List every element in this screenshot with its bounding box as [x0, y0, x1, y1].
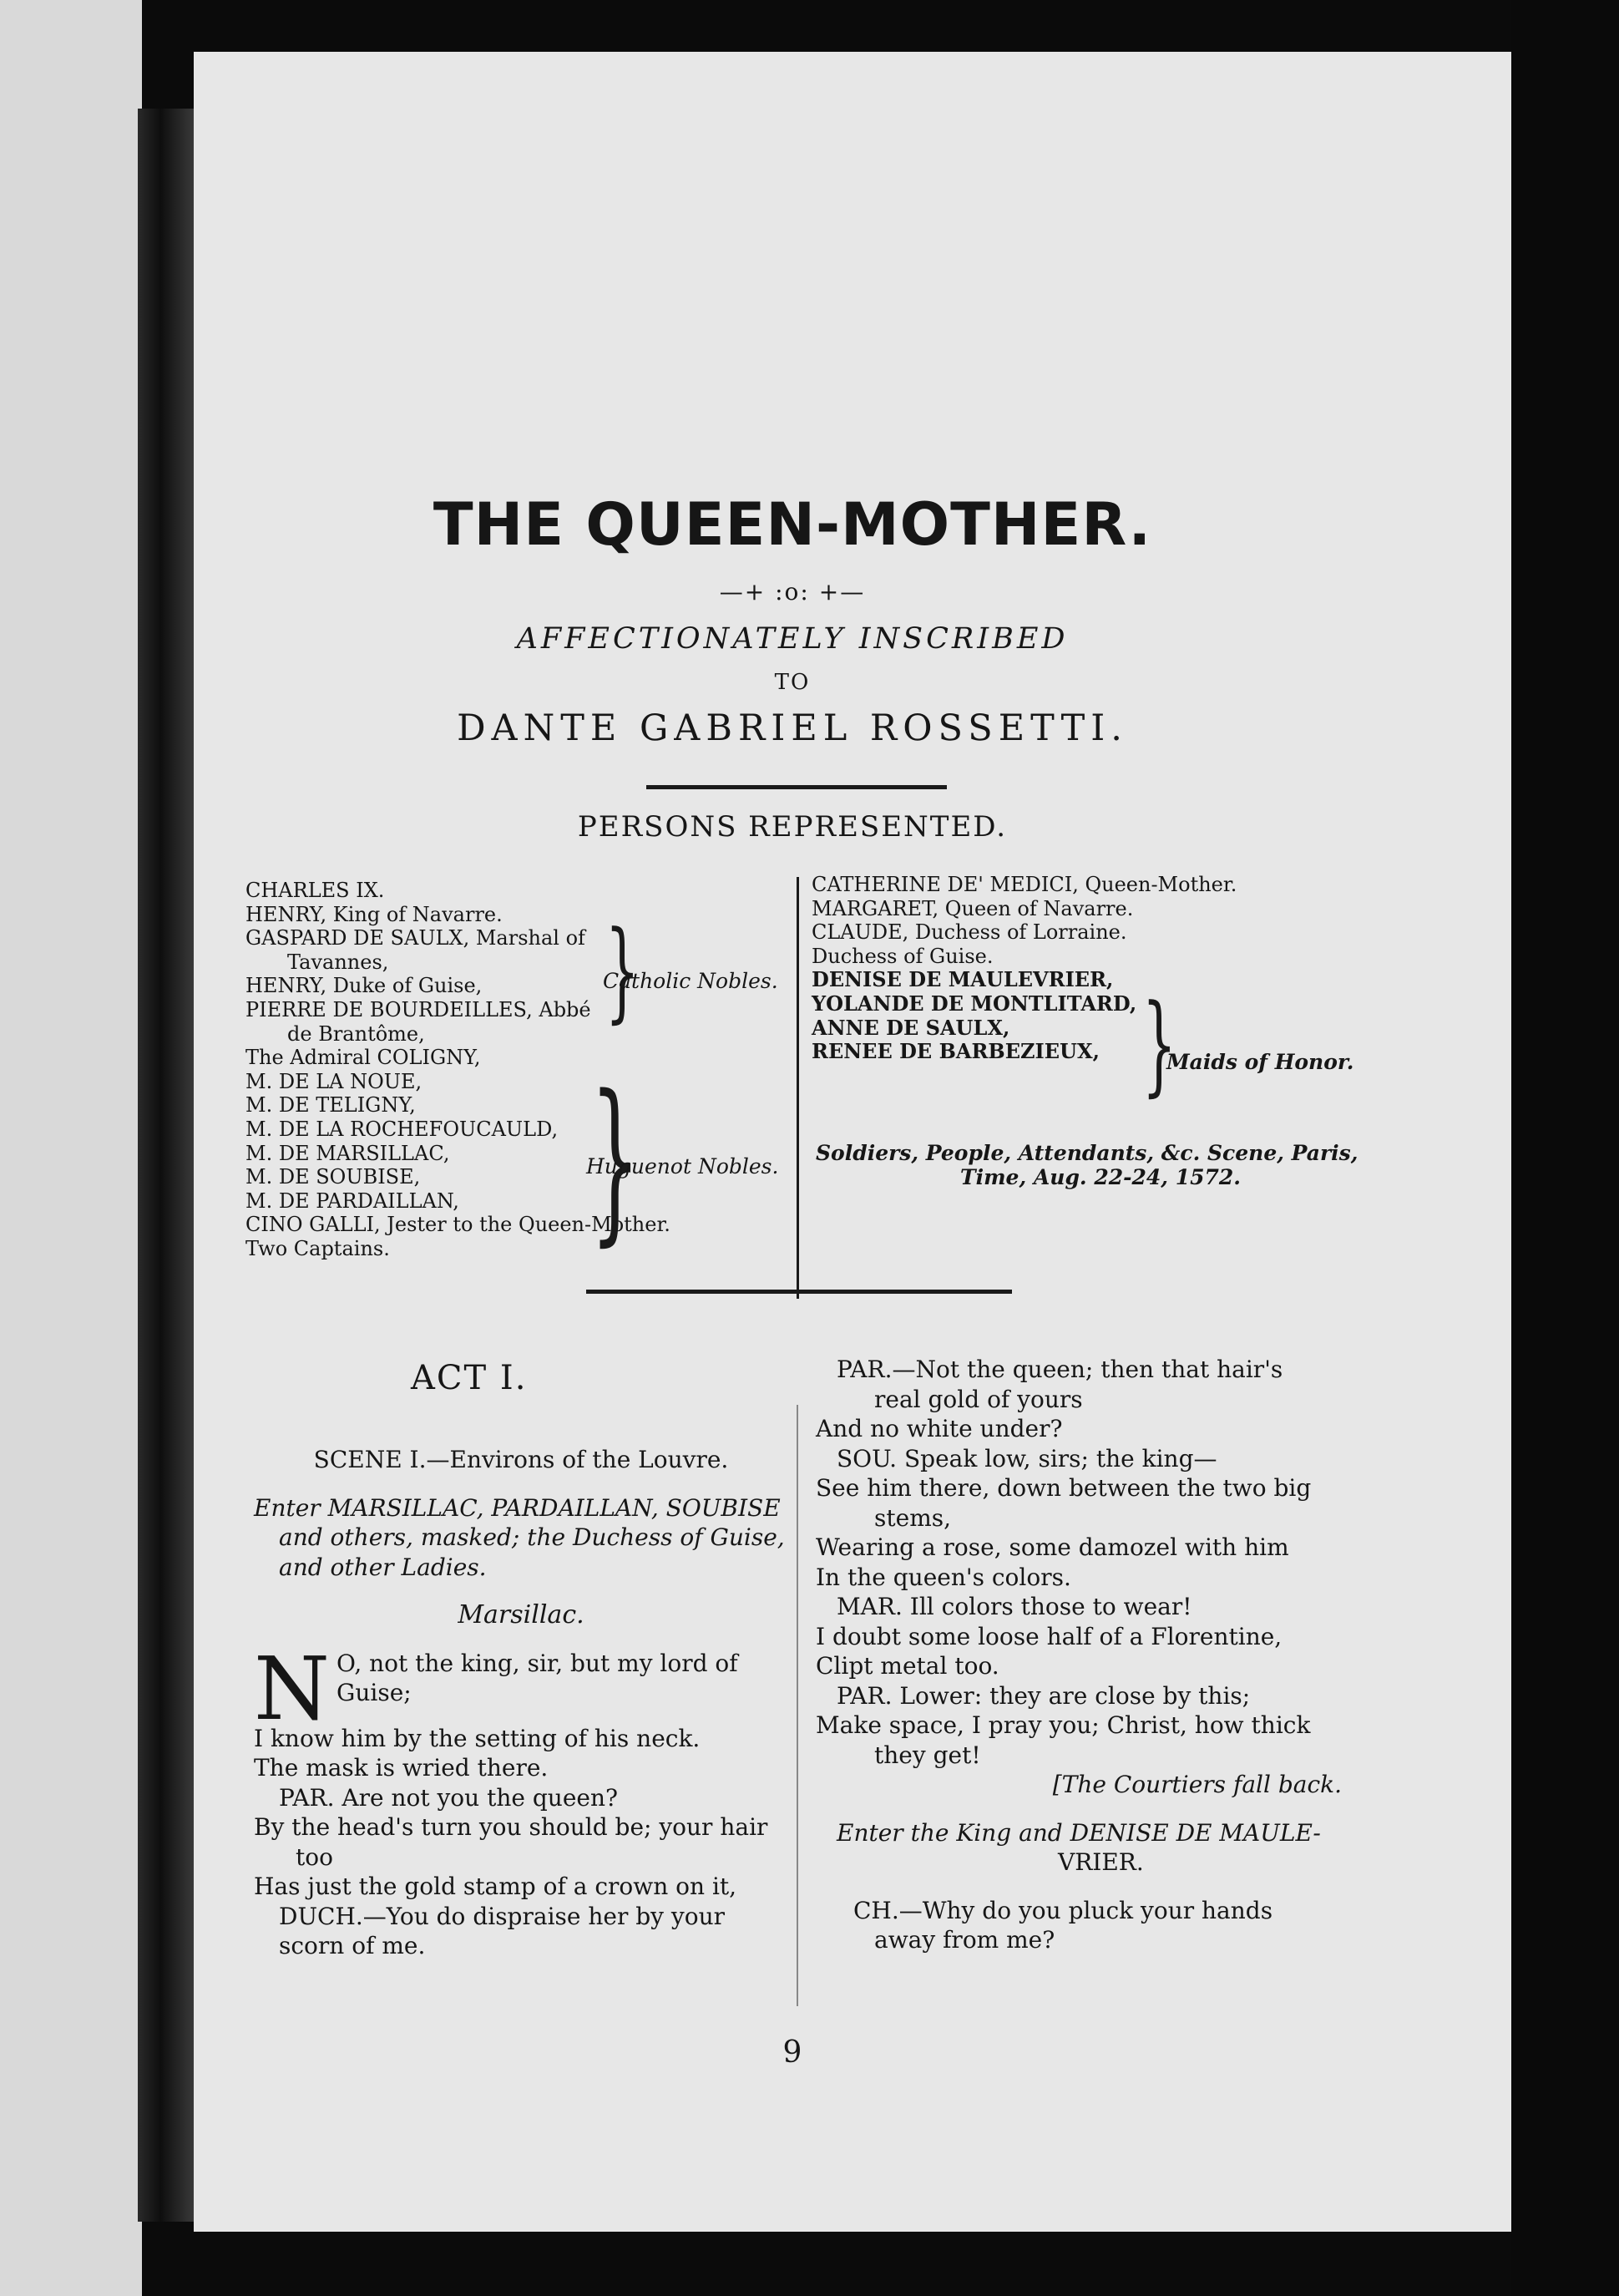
opening-lines: [254, 1649, 788, 1708]
stage-direction-entry: [254, 1493, 788, 1583]
verse-line: PAR. Lower: they are close by this;: [837, 1681, 1251, 1710]
cast-entry: M. DE LA ROCHEFOUCAULD,: [245, 1117, 559, 1141]
cast-entry: M. DE PARDAILLAN,: [245, 1189, 459, 1213]
cast-entry: YOLANDE DE MONTLITARD,: [812, 991, 1137, 1016]
cast-entry: CLAUDE, Duchess of Lorraine.: [812, 920, 1127, 945]
verse-line: By the head's turn you should be; your hair: [254, 1813, 768, 1841]
cast-entry: DENISE DE MAULEVRIER,: [812, 967, 1114, 992]
huguenot-label: Huguenot Nobles.: [586, 1154, 779, 1178]
verse-line: MAR. Ill colors those to wear!: [837, 1593, 1192, 1620]
cast-entry: M. DE LA NOUE,: [245, 1069, 422, 1093]
verse-line: PAR. Are not you the queen?: [279, 1783, 618, 1812]
others-line-1: Soldiers, People, Attendants, &c. Scene, Paris,: [816, 1141, 1358, 1165]
maids-label: Maids of Honor.: [1166, 1050, 1354, 1074]
verse-line: Has just the gold stamp of a crown on it,: [254, 1873, 737, 1900]
verse-line: VRIER.: [1058, 1848, 1144, 1876]
book-page: [194, 52, 1511, 2232]
cast-entry: HENRY, King of Navarre.: [245, 902, 503, 926]
verse-line: [The Courtiers fall back.: [1052, 1771, 1342, 1798]
cast-entry: Two Captains.: [245, 1236, 390, 1260]
act-heading: ACT I.: [411, 1359, 528, 1397]
verse-line: Clipt metal too.: [816, 1652, 999, 1680]
verse-line: The mask is wried there.: [254, 1754, 549, 1782]
verse-line: And no white under?: [816, 1415, 1063, 1442]
dialogue-right: [816, 1355, 1367, 1955]
verse-line: O, not the king, sir, but my lord of: [336, 1649, 738, 1677]
scene-heading: SCENE I.—Environs of the Louvre.: [313, 1446, 729, 1473]
catholic-brace: }: [605, 907, 640, 1034]
stage-direction-line: and other Ladies.: [279, 1553, 487, 1581]
verse-line: DUCH.—You do dispraise her by your: [279, 1902, 725, 1930]
drop-cap: N: [254, 1637, 330, 1740]
verse-line: scorn of me.: [279, 1932, 426, 1959]
page-number: 9: [782, 2035, 802, 2070]
verse-line: they get!: [874, 1741, 981, 1769]
play-title: THE QUEEN-MOTHER.: [433, 490, 1152, 559]
verse-line: stems,: [874, 1503, 952, 1532]
maids-brace: }: [1141, 981, 1177, 1107]
cast-entry: ANNE DE SAULX,: [812, 1015, 1010, 1040]
verse-line: See him there, down between the two big: [816, 1474, 1312, 1502]
cast-entry: de Brantôme,: [287, 1021, 425, 1046]
cast-entry: M. DE TELIGNY,: [245, 1093, 416, 1118]
cast-entry: MARGARET, Queen of Navarre.: [812, 896, 1134, 920]
divider-rule-2: [586, 1290, 1012, 1294]
dedicatee: DANTE GABRIEL ROSSETTI.: [457, 707, 1128, 749]
ornament: —+ :o: +—: [719, 578, 866, 606]
persons-heading: PERSONS REPRESENTED.: [577, 810, 1008, 844]
column-gutter: [797, 1405, 798, 2006]
speaker-name: Marsillac.: [458, 1600, 584, 1630]
verse-line: Guise;: [336, 1679, 412, 1706]
cast-entry: Tavannes,: [287, 950, 389, 974]
verse-line: SOU. Speak low, sirs; the king—: [837, 1444, 1217, 1472]
cast-entry: M. DE SOUBISE,: [245, 1165, 421, 1189]
divider-rule: [646, 785, 947, 789]
cast-entry: CINO GALLI, Jester to the Queen-Mother.: [245, 1213, 670, 1237]
cast-entry: GASPARD DE SAULX, Marshal of: [245, 926, 585, 950]
book-spine-shadow: [138, 109, 195, 2222]
verse-line: too: [296, 1842, 333, 1871]
cast-entry: PIERRE DE BOURDEILLES, Abbé: [245, 997, 591, 1021]
verse-line: I know him by the setting of his neck.: [254, 1724, 701, 1752]
verse-line: I doubt some loose half of a Florentine,: [816, 1622, 1283, 1650]
huguenot-brace: }: [589, 1057, 640, 1262]
verse-line: In the queen's colors.: [816, 1563, 1071, 1591]
dialogue-left: [254, 1724, 788, 1961]
dedication: AFFECTIONATELY INSCRIBED: [516, 622, 1069, 656]
column-divider: [797, 877, 799, 1299]
dedication-to: TO: [774, 670, 811, 695]
text-column-left: [254, 1409, 788, 1961]
cast-entry: RENEE DE BARBEZIEUX,: [812, 1039, 1100, 1064]
cast-entry: Duchess of Guise.: [812, 944, 994, 968]
facing-page-edge: [0, 0, 142, 2296]
others-line-2: Time, Aug. 22-24, 1572.: [960, 1165, 1241, 1189]
cast-entry: HENRY, Duke of Guise,: [245, 974, 483, 998]
verse-line: Wearing a rose, some damozel with him: [816, 1533, 1289, 1561]
verse-line: Enter the King and DENISE DE MAULE-: [837, 1818, 1321, 1847]
scan-border: [1511, 0, 1619, 2296]
stage-direction-line: Enter MARSILLAC, PARDAILLAN, SOUBISE: [254, 1493, 781, 1522]
verse-line: real gold of yours: [874, 1385, 1083, 1413]
catholic-label: Catholic Nobles.: [603, 969, 778, 993]
verse-line: Make space, I pray you; Christ, how thick: [816, 1711, 1311, 1739]
cast-entry: CATHERINE DE' MEDICI, Queen-Mother.: [812, 873, 1237, 896]
verse-line: away from me?: [874, 1926, 1055, 1954]
verse-line: PAR.—Not the queen; then that hair's: [837, 1356, 1283, 1383]
cast-entry: CHARLES IX.: [245, 879, 385, 902]
verse-line: CH.—Why do you pluck your hands: [853, 1896, 1273, 1924]
cast-entry: The Admiral COLIGNY,: [245, 1046, 481, 1070]
stage-direction-line: and others, masked; the Duchess of Guise,: [279, 1523, 785, 1551]
cast-entry: M. DE MARSILLAC,: [245, 1141, 450, 1165]
